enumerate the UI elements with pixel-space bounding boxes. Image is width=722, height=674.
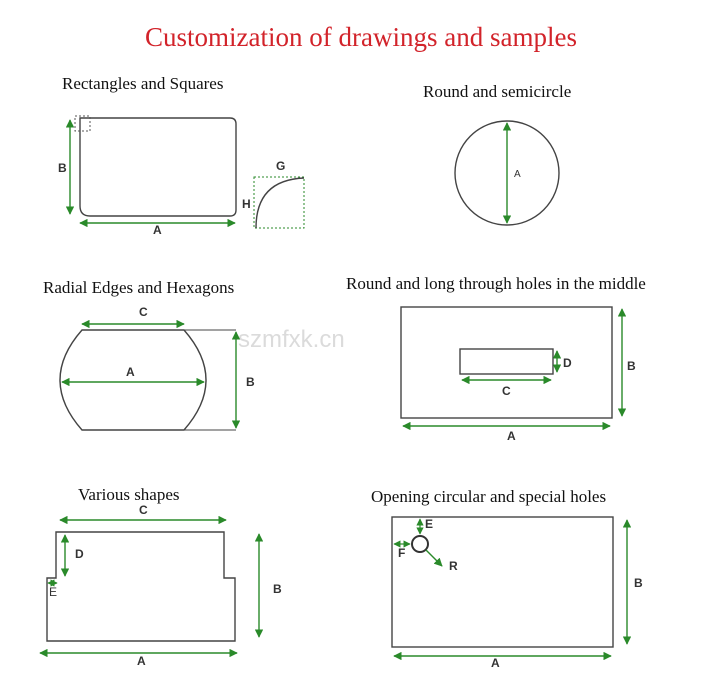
corner-radius-arc: [256, 178, 304, 228]
label-h: H: [242, 197, 251, 211]
heading-holes: Round and long through holes in the middle: [346, 274, 646, 293]
label-a: A: [514, 169, 521, 180]
label-g: G: [276, 159, 286, 173]
plate-shape: [392, 517, 613, 647]
corner-radius-box: [254, 177, 304, 228]
label-b: B: [627, 359, 636, 373]
opening-drawing: [392, 517, 643, 670]
label-a: A: [137, 654, 146, 668]
label-d: D: [75, 547, 84, 561]
radial-shape: [60, 330, 206, 430]
label-a: A: [507, 429, 516, 443]
heading-various: Various shapes: [78, 485, 180, 504]
radius-arrow: [426, 550, 442, 566]
label-c: C: [139, 305, 148, 319]
various-drawing: [40, 503, 282, 668]
label-a: A: [126, 365, 135, 379]
label-a: A: [491, 656, 500, 670]
label-c: C: [502, 384, 511, 398]
label-e: E: [425, 517, 434, 531]
label-b: B: [246, 375, 255, 389]
label-r: R: [449, 559, 458, 573]
label-b: B: [58, 161, 67, 175]
heading-radial: Radial Edges and Hexagons: [43, 278, 235, 297]
plate-shape: [401, 307, 612, 418]
heading-opening: Opening circular and special holes: [371, 487, 607, 506]
slot-hole: [460, 349, 553, 374]
label-b: B: [273, 582, 282, 596]
holes-drawing: [401, 307, 636, 443]
label-d: D: [563, 356, 572, 370]
round-drawing: [455, 121, 559, 225]
label-a: A: [153, 223, 162, 237]
rectangle-drawing: [58, 116, 304, 237]
heading-rectangles: Rectangles and Squares: [62, 74, 224, 93]
heading-round: Round and semicircle: [423, 82, 572, 101]
watermark: szmfxk.cn: [238, 326, 345, 353]
rectangle-shape: [80, 118, 236, 216]
label-c: C: [139, 503, 148, 517]
label-e: E: [49, 585, 58, 599]
label-b: B: [634, 576, 643, 590]
label-f: F: [398, 546, 406, 560]
radial-drawing: [60, 305, 255, 430]
page-title: Customization of drawings and samples: [145, 22, 577, 52]
round-hole: [412, 536, 428, 552]
